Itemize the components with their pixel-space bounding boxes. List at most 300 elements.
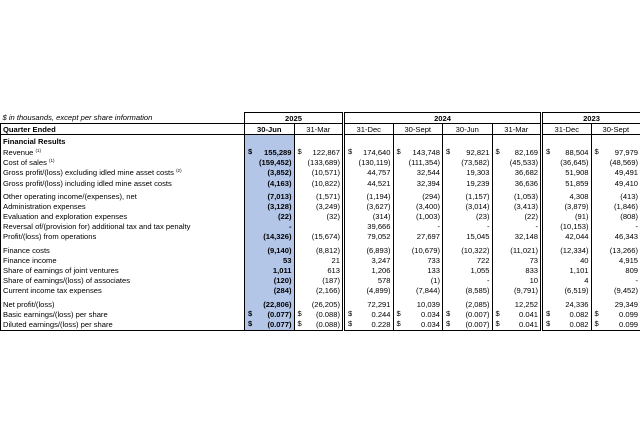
value-cell <box>294 265 344 275</box>
value-text: (10,571) <box>311 168 340 178</box>
quarter-header: 31-Dec <box>542 124 592 135</box>
value-text: 44,521 <box>367 178 391 188</box>
value-text: (10,153) <box>560 222 589 232</box>
quarter-header: 31-Mar <box>294 124 344 135</box>
value-cell <box>542 299 592 309</box>
value-cell <box>591 286 640 296</box>
value-text: 4,915 <box>619 255 639 265</box>
table-row <box>1 201 640 211</box>
table-row <box>1 232 640 242</box>
footnote-marker: (2) <box>176 168 182 174</box>
value-cell <box>245 178 295 188</box>
value-cell <box>344 201 394 211</box>
quarter-header-row <box>1 124 640 135</box>
value-cell <box>393 232 443 242</box>
table-row <box>1 286 640 296</box>
value-cell <box>393 201 443 211</box>
value-text: (10,322) <box>461 245 490 255</box>
value-cell <box>492 178 542 188</box>
row-label-text: Net profit/(loss) <box>3 299 55 309</box>
value-cell <box>443 191 493 201</box>
value-text: 53 <box>283 255 292 265</box>
table-row <box>1 212 640 222</box>
value-text: 79,052 <box>367 232 391 242</box>
value-text: (6,519) <box>564 286 589 296</box>
value-cell <box>294 255 344 265</box>
value-cell <box>245 299 295 309</box>
value-cell <box>443 299 493 309</box>
value-cell <box>492 309 542 319</box>
value-cell <box>591 212 640 222</box>
value-text: (3,413) <box>513 201 539 211</box>
row-label-text: Current income tax expenses <box>3 286 102 296</box>
value-cell <box>542 276 592 286</box>
value-cell <box>393 178 443 188</box>
value-cell <box>294 222 344 232</box>
value-text: - <box>635 276 639 286</box>
value-text: 0.034 <box>420 309 440 319</box>
currency-symbol: $ <box>546 309 551 319</box>
value-text: 12,252 <box>514 299 539 309</box>
currency-symbol: $ <box>446 319 451 329</box>
value-cell <box>245 309 295 319</box>
value-text: 155,289 <box>264 147 292 157</box>
section-cell <box>245 135 295 148</box>
section-label: Financial Results <box>1 135 245 148</box>
row-label <box>1 286 245 296</box>
value-cell <box>294 309 344 319</box>
value-cell <box>344 168 394 178</box>
value-text: 24,336 <box>565 299 589 309</box>
value-text: 0.034 <box>420 319 440 329</box>
value-text: (26,205) <box>311 299 340 309</box>
value-cell <box>393 168 443 178</box>
value-cell <box>344 319 394 330</box>
value-text: (4,163) <box>267 178 292 188</box>
value-cell <box>393 319 443 330</box>
currency-symbol: $ <box>297 309 302 319</box>
value-cell <box>294 168 344 178</box>
value-cell <box>393 276 443 286</box>
row-label <box>1 212 245 222</box>
section-cell <box>294 135 344 148</box>
section-cell <box>591 135 640 148</box>
value-text: (0.077) <box>267 319 292 329</box>
value-cell <box>294 319 344 330</box>
table-row <box>1 245 640 255</box>
row-label <box>1 265 245 275</box>
value-text: 1,206 <box>371 266 391 276</box>
value-text: (1,846) <box>613 201 639 211</box>
value-text: (8,585) <box>465 286 490 296</box>
value-text: (36,645) <box>560 158 589 168</box>
value-cell <box>492 222 542 232</box>
value-cell <box>542 178 592 188</box>
value-text: 21 <box>331 255 340 265</box>
value-text: (23) <box>475 212 490 222</box>
value-text: (3,852) <box>267 168 292 178</box>
quarter-header: 30-Jun <box>245 124 295 135</box>
value-text: 174,640 <box>363 147 391 157</box>
value-cell <box>443 245 493 255</box>
value-text: 0.099 <box>619 309 639 319</box>
value-text: (0.007) <box>465 309 490 319</box>
value-text: 29,349 <box>614 299 639 309</box>
value-cell <box>591 319 640 330</box>
value-text: 0.244 <box>371 309 391 319</box>
row-label-text: Finance costs <box>3 245 50 255</box>
value-cell <box>344 299 394 309</box>
table-row <box>1 168 640 178</box>
value-cell <box>443 158 493 168</box>
table-row <box>1 158 640 168</box>
row-label-text: Profit/(loss) from operations <box>3 232 97 242</box>
value-text: 82,169 <box>514 147 539 157</box>
currency-symbol: $ <box>594 147 599 157</box>
value-text: (1) <box>430 276 440 286</box>
value-text: (6,893) <box>366 245 391 255</box>
value-text: (73,582) <box>461 158 490 168</box>
value-cell <box>443 178 493 188</box>
value-text: (1,194) <box>366 191 391 201</box>
value-cell <box>294 276 344 286</box>
value-cell <box>591 178 640 188</box>
value-cell <box>591 158 640 168</box>
value-text: 51,908 <box>565 168 589 178</box>
value-text: (14,326) <box>263 232 292 242</box>
quarter-header: 30-Sept <box>393 124 443 135</box>
value-text: (0.077) <box>267 309 292 319</box>
value-text: (10,822) <box>311 178 340 188</box>
value-text: (9,452) <box>613 286 639 296</box>
value-cell <box>294 201 344 211</box>
value-cell <box>591 276 640 286</box>
value-cell <box>344 309 394 319</box>
value-cell <box>492 299 542 309</box>
value-cell <box>542 222 592 232</box>
value-text: (4,899) <box>366 286 391 296</box>
value-text: 19,303 <box>466 168 490 178</box>
value-cell <box>492 265 542 275</box>
value-text: (3,128) <box>267 201 292 211</box>
value-cell <box>591 147 640 157</box>
value-text: 92,821 <box>466 147 490 157</box>
row-label <box>1 299 245 309</box>
value-cell <box>344 286 394 296</box>
row-label-text: Basic earnings/(loss) per share <box>3 309 108 319</box>
value-text: (32) <box>326 212 340 222</box>
value-text: (8,812) <box>315 245 340 255</box>
value-cell <box>492 245 542 255</box>
value-cell <box>443 232 493 242</box>
value-text: 722 <box>476 255 490 265</box>
value-cell <box>542 212 592 222</box>
row-label-text: Diluted earnings/(loss) per share <box>3 319 113 329</box>
year-header-2023: 2023 <box>542 113 640 124</box>
value-text: - <box>437 222 440 232</box>
value-text: 10 <box>529 276 539 286</box>
value-text: 613 <box>327 266 340 276</box>
value-text: (1,157) <box>465 191 490 201</box>
row-label-text: Other operating income/(expenses), net <box>3 191 137 201</box>
value-cell <box>393 245 443 255</box>
value-cell <box>591 245 640 255</box>
value-cell <box>542 158 592 168</box>
currency-symbol: $ <box>446 147 451 157</box>
currency-symbol: $ <box>396 147 401 157</box>
value-text: (9,791) <box>513 286 539 296</box>
value-cell <box>492 255 542 265</box>
value-text: 1,055 <box>470 266 490 276</box>
value-text: 3,247 <box>371 255 391 265</box>
row-label-text: Gross profit/(loss) excluding idled mine asset costs <box>3 168 174 178</box>
currency-symbol: $ <box>348 147 353 157</box>
value-cell <box>542 255 592 265</box>
value-cell <box>245 158 295 168</box>
footnote-marker: (1) <box>35 147 42 153</box>
value-cell <box>393 286 443 296</box>
value-cell <box>344 245 394 255</box>
value-text: (130,119) <box>358 158 391 168</box>
value-text: (13,266) <box>609 245 639 255</box>
value-text: 73 <box>529 255 539 265</box>
value-cell <box>344 191 394 201</box>
value-cell <box>492 168 542 178</box>
value-cell <box>294 212 344 222</box>
currency-symbol: $ <box>495 147 500 157</box>
footnote-marker: (1) <box>49 158 55 164</box>
value-cell <box>443 147 493 157</box>
value-cell <box>245 201 295 211</box>
value-text: 133 <box>427 266 440 276</box>
row-label-text: Cost of sales <box>3 158 47 168</box>
value-cell <box>542 232 592 242</box>
value-text: (0.088) <box>315 319 340 329</box>
value-cell <box>245 255 295 265</box>
value-cell <box>245 222 295 232</box>
value-text: (7,013) <box>267 191 292 201</box>
value-text: (1,053) <box>513 191 539 201</box>
value-text: 15,045 <box>466 232 490 242</box>
value-text: (2,166) <box>315 286 340 296</box>
table-row <box>1 276 640 286</box>
quarter-header: 31-Mar <box>492 124 542 135</box>
row-label <box>1 255 245 265</box>
row-label-text: Revenue <box>3 147 34 157</box>
value-cell <box>443 222 493 232</box>
value-text: (0.007) <box>465 319 490 329</box>
value-text: (10,679) <box>411 245 440 255</box>
value-cell <box>443 286 493 296</box>
value-cell <box>344 265 394 275</box>
value-text: 4 <box>584 276 589 286</box>
value-cell <box>393 147 443 157</box>
value-text: (22,806) <box>263 299 292 309</box>
quarter-header: 30-Sept <box>591 124 640 135</box>
value-text: (22) <box>524 212 539 222</box>
value-text: (3,627) <box>366 201 391 211</box>
currency-symbol: $ <box>248 319 253 329</box>
table-row <box>1 191 640 201</box>
value-text: 32,148 <box>514 232 539 242</box>
value-text: (3,249) <box>315 201 340 211</box>
currency-symbol: $ <box>396 319 401 329</box>
row-label-text: Reversal of/(provision for) additional tax and tax penalty <box>3 222 191 232</box>
currency-symbol: $ <box>594 319 599 329</box>
value-cell <box>542 309 592 319</box>
quarter-header: 30-Jun <box>443 124 493 135</box>
value-cell <box>294 245 344 255</box>
row-label <box>1 222 245 232</box>
value-text: (15,674) <box>311 232 340 242</box>
value-cell <box>344 212 394 222</box>
value-cell <box>245 286 295 296</box>
section-cell <box>542 135 592 148</box>
value-cell <box>294 299 344 309</box>
value-cell <box>245 245 295 255</box>
value-text: 32,544 <box>416 168 440 178</box>
value-text: 51,859 <box>565 178 589 188</box>
value-text: (48,569) <box>609 158 639 168</box>
value-cell <box>344 147 394 157</box>
value-text: (111,354) <box>408 158 440 168</box>
value-cell <box>591 191 640 201</box>
section-cell <box>492 135 542 148</box>
value-text: (120) <box>273 276 292 286</box>
value-text: (1,003) <box>415 212 440 222</box>
value-cell <box>542 286 592 296</box>
currency-symbol: $ <box>297 319 302 329</box>
row-label <box>1 178 245 188</box>
value-text: 143,748 <box>412 147 440 157</box>
value-cell <box>591 201 640 211</box>
currency-symbol: $ <box>546 147 551 157</box>
value-text: (3,400) <box>415 201 440 211</box>
value-cell <box>591 168 640 178</box>
value-cell <box>542 191 592 201</box>
currency-symbol: $ <box>495 309 500 319</box>
row-label <box>1 147 245 157</box>
value-cell <box>443 319 493 330</box>
table-row <box>1 255 640 265</box>
table-row <box>1 178 640 188</box>
value-text: 36,682 <box>514 168 539 178</box>
value-cell <box>443 212 493 222</box>
value-cell <box>393 255 443 265</box>
row-label-text: Share of earnings/(loss) of associates <box>3 276 131 286</box>
value-text: (159,452) <box>258 158 292 168</box>
value-text: (294) <box>422 191 440 201</box>
row-label <box>1 309 245 319</box>
value-text: (45,533) <box>509 158 539 168</box>
value-cell <box>492 286 542 296</box>
row-label-text: Gross profit/(loss) including idled mine asset costs <box>3 178 172 188</box>
value-cell <box>591 232 640 242</box>
row-label-text: Administration expenses <box>3 201 86 211</box>
value-cell <box>492 191 542 201</box>
value-cell <box>344 178 394 188</box>
value-cell <box>393 222 443 232</box>
table-row <box>1 319 640 330</box>
value-text: (187) <box>322 276 340 286</box>
currency-symbol: $ <box>594 309 599 319</box>
value-cell <box>393 212 443 222</box>
value-cell <box>542 201 592 211</box>
value-cell <box>393 158 443 168</box>
row-label-text: Evaluation and exploration expenses <box>3 212 128 222</box>
row-label <box>1 191 245 201</box>
value-text: 1,011 <box>272 266 292 276</box>
value-text: 0.099 <box>619 319 639 329</box>
currency-symbol: $ <box>495 319 500 329</box>
value-cell <box>591 265 640 275</box>
currency-symbol: $ <box>248 147 253 157</box>
value-text: 809 <box>625 266 639 276</box>
currency-symbol: $ <box>446 309 451 319</box>
value-text: 0.082 <box>569 309 589 319</box>
value-text: 19,239 <box>466 178 490 188</box>
value-text: (314) <box>372 212 391 222</box>
year-header-row <box>1 113 640 124</box>
value-text: 0.228 <box>371 319 391 329</box>
row-label <box>1 158 245 168</box>
value-text: (3,014) <box>465 201 490 211</box>
value-text: 0.082 <box>569 319 589 329</box>
section-cell <box>344 135 394 148</box>
value-cell <box>393 299 443 309</box>
value-text: (12,334) <box>560 245 589 255</box>
value-cell <box>245 276 295 286</box>
value-cell <box>245 168 295 178</box>
value-cell <box>443 276 493 286</box>
value-cell <box>344 222 394 232</box>
quarter-ended-label: Quarter Ended <box>1 124 245 135</box>
value-text: 46,343 <box>614 232 639 242</box>
value-text: 42,044 <box>565 232 589 242</box>
section-cell <box>443 135 493 148</box>
value-text: (0.088) <box>315 309 340 319</box>
currency-symbol: $ <box>546 319 551 329</box>
year-header-2025: 2025 <box>245 113 344 124</box>
value-cell <box>591 222 640 232</box>
value-text: - <box>635 222 639 232</box>
value-text: 72,291 <box>367 299 391 309</box>
financial-results-sheet <box>0 112 640 331</box>
row-label <box>1 168 245 178</box>
value-cell <box>245 232 295 242</box>
value-text: (1,571) <box>315 191 340 201</box>
value-cell <box>492 158 542 168</box>
row-label <box>1 232 245 242</box>
value-cell <box>245 319 295 330</box>
value-cell <box>443 168 493 178</box>
table-row <box>1 265 640 275</box>
value-cell <box>393 265 443 275</box>
value-cell <box>542 319 592 330</box>
currency-symbol: $ <box>396 309 401 319</box>
value-cell <box>443 309 493 319</box>
value-text: (9,140) <box>267 245 292 255</box>
value-cell <box>591 255 640 265</box>
value-cell <box>492 147 542 157</box>
value-text: 36,636 <box>514 178 539 188</box>
value-text: (2,085) <box>465 299 490 309</box>
value-cell <box>245 147 295 157</box>
table-row <box>1 309 640 319</box>
units-caption: $ in thousands, except per share information <box>2 113 153 123</box>
value-cell <box>591 299 640 309</box>
value-cell <box>344 158 394 168</box>
